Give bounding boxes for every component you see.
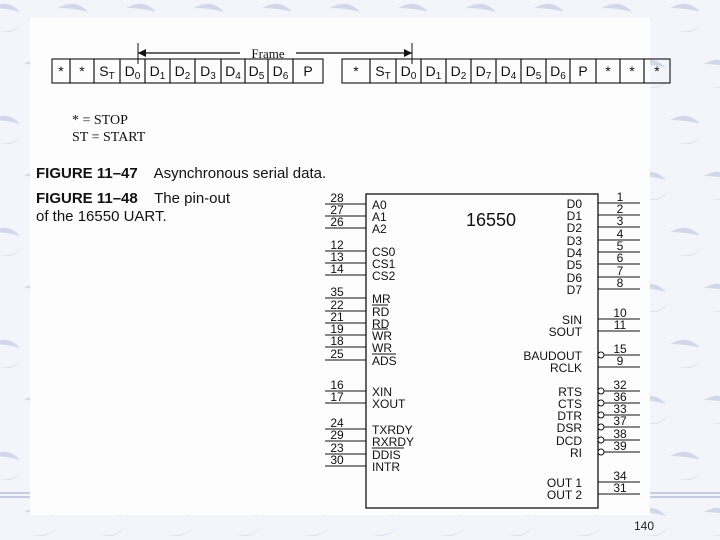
left-pin-name: CS1 xyxy=(372,257,396,271)
right-pin-name: D7 xyxy=(566,283,582,297)
right-pin-name: CTS xyxy=(558,397,582,411)
left-pin-name: XIN xyxy=(372,385,393,399)
right-pin-number: 32 xyxy=(613,378,627,392)
left-pin-number: 23 xyxy=(330,441,344,455)
right-pin-number: 39 xyxy=(613,439,627,453)
right-pin-name: SOUT xyxy=(548,325,582,339)
right-pin-name: SIN xyxy=(561,313,582,327)
frame1-bit-label: * xyxy=(79,63,85,79)
frame1-bit-label: $D_6$ xyxy=(272,63,289,82)
right-pin-number: 36 xyxy=(613,390,627,404)
legend-start: ST = START xyxy=(72,130,146,145)
inversion-bubble xyxy=(598,352,604,358)
frame2-bit-label: $S_T$ xyxy=(375,63,391,82)
frame1-bit-label: $D_3$ xyxy=(200,63,216,82)
frame2-bit-label: * xyxy=(629,63,635,79)
left-pin-number: 27 xyxy=(330,203,344,217)
right-pin-name: D3 xyxy=(566,234,582,248)
left-pin-name: RXRDY xyxy=(372,435,415,449)
right-pin-name: DSR xyxy=(556,421,582,435)
left-pin-name: CS0 xyxy=(372,245,396,259)
right-pin-number: 2 xyxy=(616,202,624,216)
frame2-bit-label: $D_1$ xyxy=(425,63,442,82)
left-pin-name: DDIS xyxy=(372,448,401,462)
frame2-bit-label: $D_2$ xyxy=(450,63,467,82)
left-pin-number: 26 xyxy=(330,215,344,229)
page-number: 140 xyxy=(634,519,655,533)
frame2-bit-label: * xyxy=(605,63,611,79)
left-pin-number: 28 xyxy=(330,191,344,205)
left-pin-number: 25 xyxy=(330,347,344,361)
right-pin-name: D2 xyxy=(566,221,582,235)
right-pin-name: D5 xyxy=(566,258,582,272)
left-pin-name: A1 xyxy=(372,210,387,224)
left-pin-name: WR xyxy=(372,341,392,355)
inversion-bubble xyxy=(598,388,604,394)
inversion-bubble xyxy=(598,449,604,455)
frame1-bit-label: $S_T$ xyxy=(99,63,115,82)
frame1-bit-label: $D_0$ xyxy=(124,63,141,82)
right-pin-name: D4 xyxy=(566,246,582,260)
left-pin-name: RD xyxy=(372,305,390,319)
left-pin-name: RD xyxy=(372,317,390,331)
figure-11-47-title: Asynchronous serial data. xyxy=(153,165,327,182)
chip-name: 16550 xyxy=(466,210,517,230)
left-pin-number: 16 xyxy=(330,378,344,392)
left-pin-number: 24 xyxy=(330,416,344,430)
inversion-bubble xyxy=(598,424,604,430)
left-pin-name: MR xyxy=(372,292,391,306)
right-pin-number: 4 xyxy=(616,227,624,241)
left-pin-name: ADS xyxy=(372,354,397,368)
left-pins xyxy=(325,191,414,474)
left-pin-number: 35 xyxy=(330,285,344,299)
frame2-bit-label: $D_5$ xyxy=(525,63,542,82)
left-pin-name: INTR xyxy=(372,460,400,474)
left-pin-name: A2 xyxy=(372,222,387,236)
left-pin-number: 18 xyxy=(330,334,344,348)
right-pin-name: D0 xyxy=(566,197,582,211)
right-pin-name: RCLK xyxy=(549,361,582,375)
right-pin-name: DCD xyxy=(556,434,582,448)
frame2-bit-label: * xyxy=(353,63,359,79)
frame2-bit-label: * xyxy=(654,63,660,79)
left-pin-number: 13 xyxy=(330,250,344,264)
figure-11-48-number: FIGURE 11–48 xyxy=(36,190,138,207)
right-pin-number: 15 xyxy=(613,342,627,356)
right-pin-number: 3 xyxy=(616,214,624,228)
right-pin-number: 37 xyxy=(613,414,627,428)
right-pin-name: DTR xyxy=(557,409,582,423)
right-pin-number: 11 xyxy=(613,318,627,332)
right-pin-number: 5 xyxy=(616,239,624,253)
frame2-bit-label: $D_7$ xyxy=(475,63,492,82)
left-pin-number: 22 xyxy=(330,298,344,312)
left-pin-number: 17 xyxy=(330,390,344,404)
right-pin-number: 7 xyxy=(616,264,624,278)
left-pin-name: WR xyxy=(372,329,392,343)
frame1-bit-label: P xyxy=(303,63,313,79)
right-pin-number: 34 xyxy=(613,469,627,483)
frame2-bit-label: P xyxy=(578,63,588,79)
left-pin-number: 21 xyxy=(330,310,344,324)
frame2-bit-label: $D_4$ xyxy=(500,63,517,82)
inversion-bubble xyxy=(598,412,604,418)
right-pin-name: OUT 2 xyxy=(546,488,582,502)
figure-11-47-number: FIGURE 11–47 xyxy=(36,165,138,182)
left-pin-number: 30 xyxy=(330,453,344,467)
frame2-bit-label: $D_0$ xyxy=(400,63,417,82)
right-pin-name: OUT 1 xyxy=(546,476,582,490)
left-pin-number: 14 xyxy=(330,262,344,276)
inversion-bubble xyxy=(598,437,604,443)
right-pin-name: D6 xyxy=(566,271,582,285)
right-pin-name: BAUDOUT xyxy=(523,349,582,363)
frame1-bit-label: $D_1$ xyxy=(149,63,166,82)
left-pin-number: 29 xyxy=(330,428,344,442)
figure-11-48-title-line1: The pin-out xyxy=(154,190,231,207)
right-pin-number: 6 xyxy=(616,251,624,265)
figure-11-48-caption-line2: of the 16550 UART. xyxy=(36,208,167,225)
right-pin-number: 10 xyxy=(613,306,627,320)
right-pin-number: 31 xyxy=(613,481,627,495)
inversion-bubble xyxy=(598,400,604,406)
legend-stop: * = STOP xyxy=(72,113,128,128)
frame1-bit-label: $D_5$ xyxy=(248,63,265,82)
right-pin-name: RTS xyxy=(558,385,582,399)
right-pins xyxy=(523,190,640,502)
right-pin-number: 8 xyxy=(616,276,624,290)
left-pin-number: 19 xyxy=(330,322,344,336)
right-pin-number: 9 xyxy=(616,354,624,368)
left-pin-name: XOUT xyxy=(372,397,406,411)
right-pin-number: 38 xyxy=(613,427,627,441)
frame1-bit-label: * xyxy=(58,63,64,79)
right-pin-name: RI xyxy=(570,446,582,460)
left-pin-number: 12 xyxy=(330,238,344,252)
left-pin-name: CS2 xyxy=(372,269,396,283)
right-pin-number: 33 xyxy=(613,402,627,416)
left-pin-name: A0 xyxy=(372,198,387,212)
frame1-bit-label: $D_2$ xyxy=(174,63,191,82)
right-pin-number: 1 xyxy=(616,190,624,204)
frame2-bit-label: $D_6$ xyxy=(550,63,566,82)
frame1-bit-label: $D_4$ xyxy=(225,63,241,82)
left-pin-name: TXRDY xyxy=(372,423,413,437)
frame-label: Frame xyxy=(251,46,285,61)
right-pin-name: D1 xyxy=(566,209,582,223)
